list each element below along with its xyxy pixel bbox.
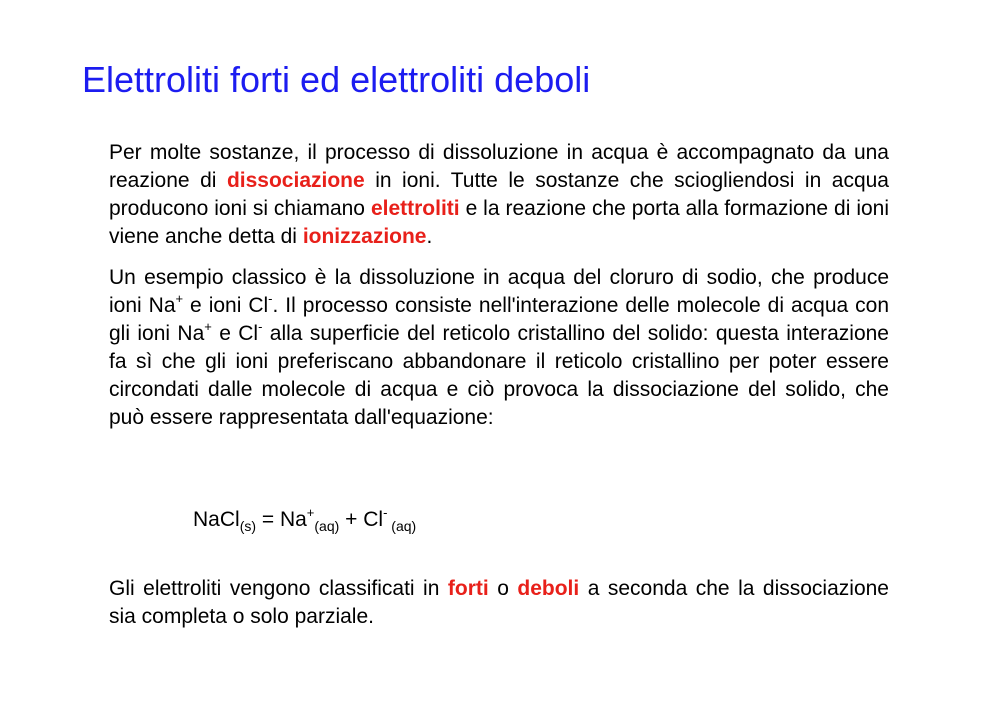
paragraph-definition [109, 139, 889, 251]
paragraph-text: e ioni Cl [183, 294, 269, 317]
state-subscript: (aq) [387, 518, 417, 535]
slide-title: Elettroliti forti ed elettroliti deboli [82, 59, 591, 100]
paragraph-text: Gli elettroliti vengono classificati in [109, 577, 448, 600]
charge-superscript: + [204, 319, 212, 334]
charge-superscript: - [258, 319, 263, 334]
paragraph-text: Un esempio classico è la dissoluzione in acqua del cloruro di sodio, che produce ioni Na [109, 266, 889, 317]
paragraph-text: e Cl [211, 322, 259, 345]
keyword-dissociazione: dissociazione [226, 169, 365, 192]
keyword-deboli: deboli [517, 577, 580, 600]
keyword-elettroliti: elettroliti [370, 197, 460, 220]
keyword-ionizzazione: ionizzazione [302, 225, 427, 248]
dissociation-equation [193, 506, 416, 534]
charge-superscript: + [175, 291, 184, 306]
paragraph-text: Per molte sostanze, il processo di dissoluzione in acqua è accompagnato da una reazione di [109, 141, 889, 192]
charge-superscript: - [383, 505, 388, 520]
paragraph-text: e la reazione che porta alla formazione di ioni viene anche detta di [109, 197, 890, 248]
charge-superscript: - [268, 291, 273, 306]
state-subscript: (aq) [314, 518, 340, 535]
paragraph-text: in ioni. Tutte le sostanze che sciogliendosi in acqua producono ioni si chiamano [109, 169, 889, 220]
state-subscript: (s) [239, 518, 257, 535]
paragraph-classification [109, 575, 889, 631]
equation-equals: = Na [256, 508, 307, 531]
paragraph-text: a seconda che la dissociazione sia completa o solo parziale. [109, 577, 889, 628]
keyword-forti: forti [447, 577, 489, 600]
equation-reactant: NaCl [193, 508, 240, 531]
paragraph-text: o [488, 577, 518, 600]
equation-plus: + Cl [339, 508, 384, 531]
paragraph-text: alla superficie del reticolo cristallino del solido: questa interazione fa sì che gli ioni preferiscano abbandonare il reticolo cristallino per poter essere circondati dalle molecole di acqua e ciò provoca la dissociazione del solido, che può essere rappresentata dall'equazione: [109, 322, 889, 429]
paragraph-example [109, 264, 889, 432]
charge-superscript: + [306, 505, 315, 520]
paragraph-text: . Il processo consiste nell'interazione delle molecole di acqua con gli ioni Na [109, 294, 889, 345]
paragraph-text: . [426, 225, 433, 248]
